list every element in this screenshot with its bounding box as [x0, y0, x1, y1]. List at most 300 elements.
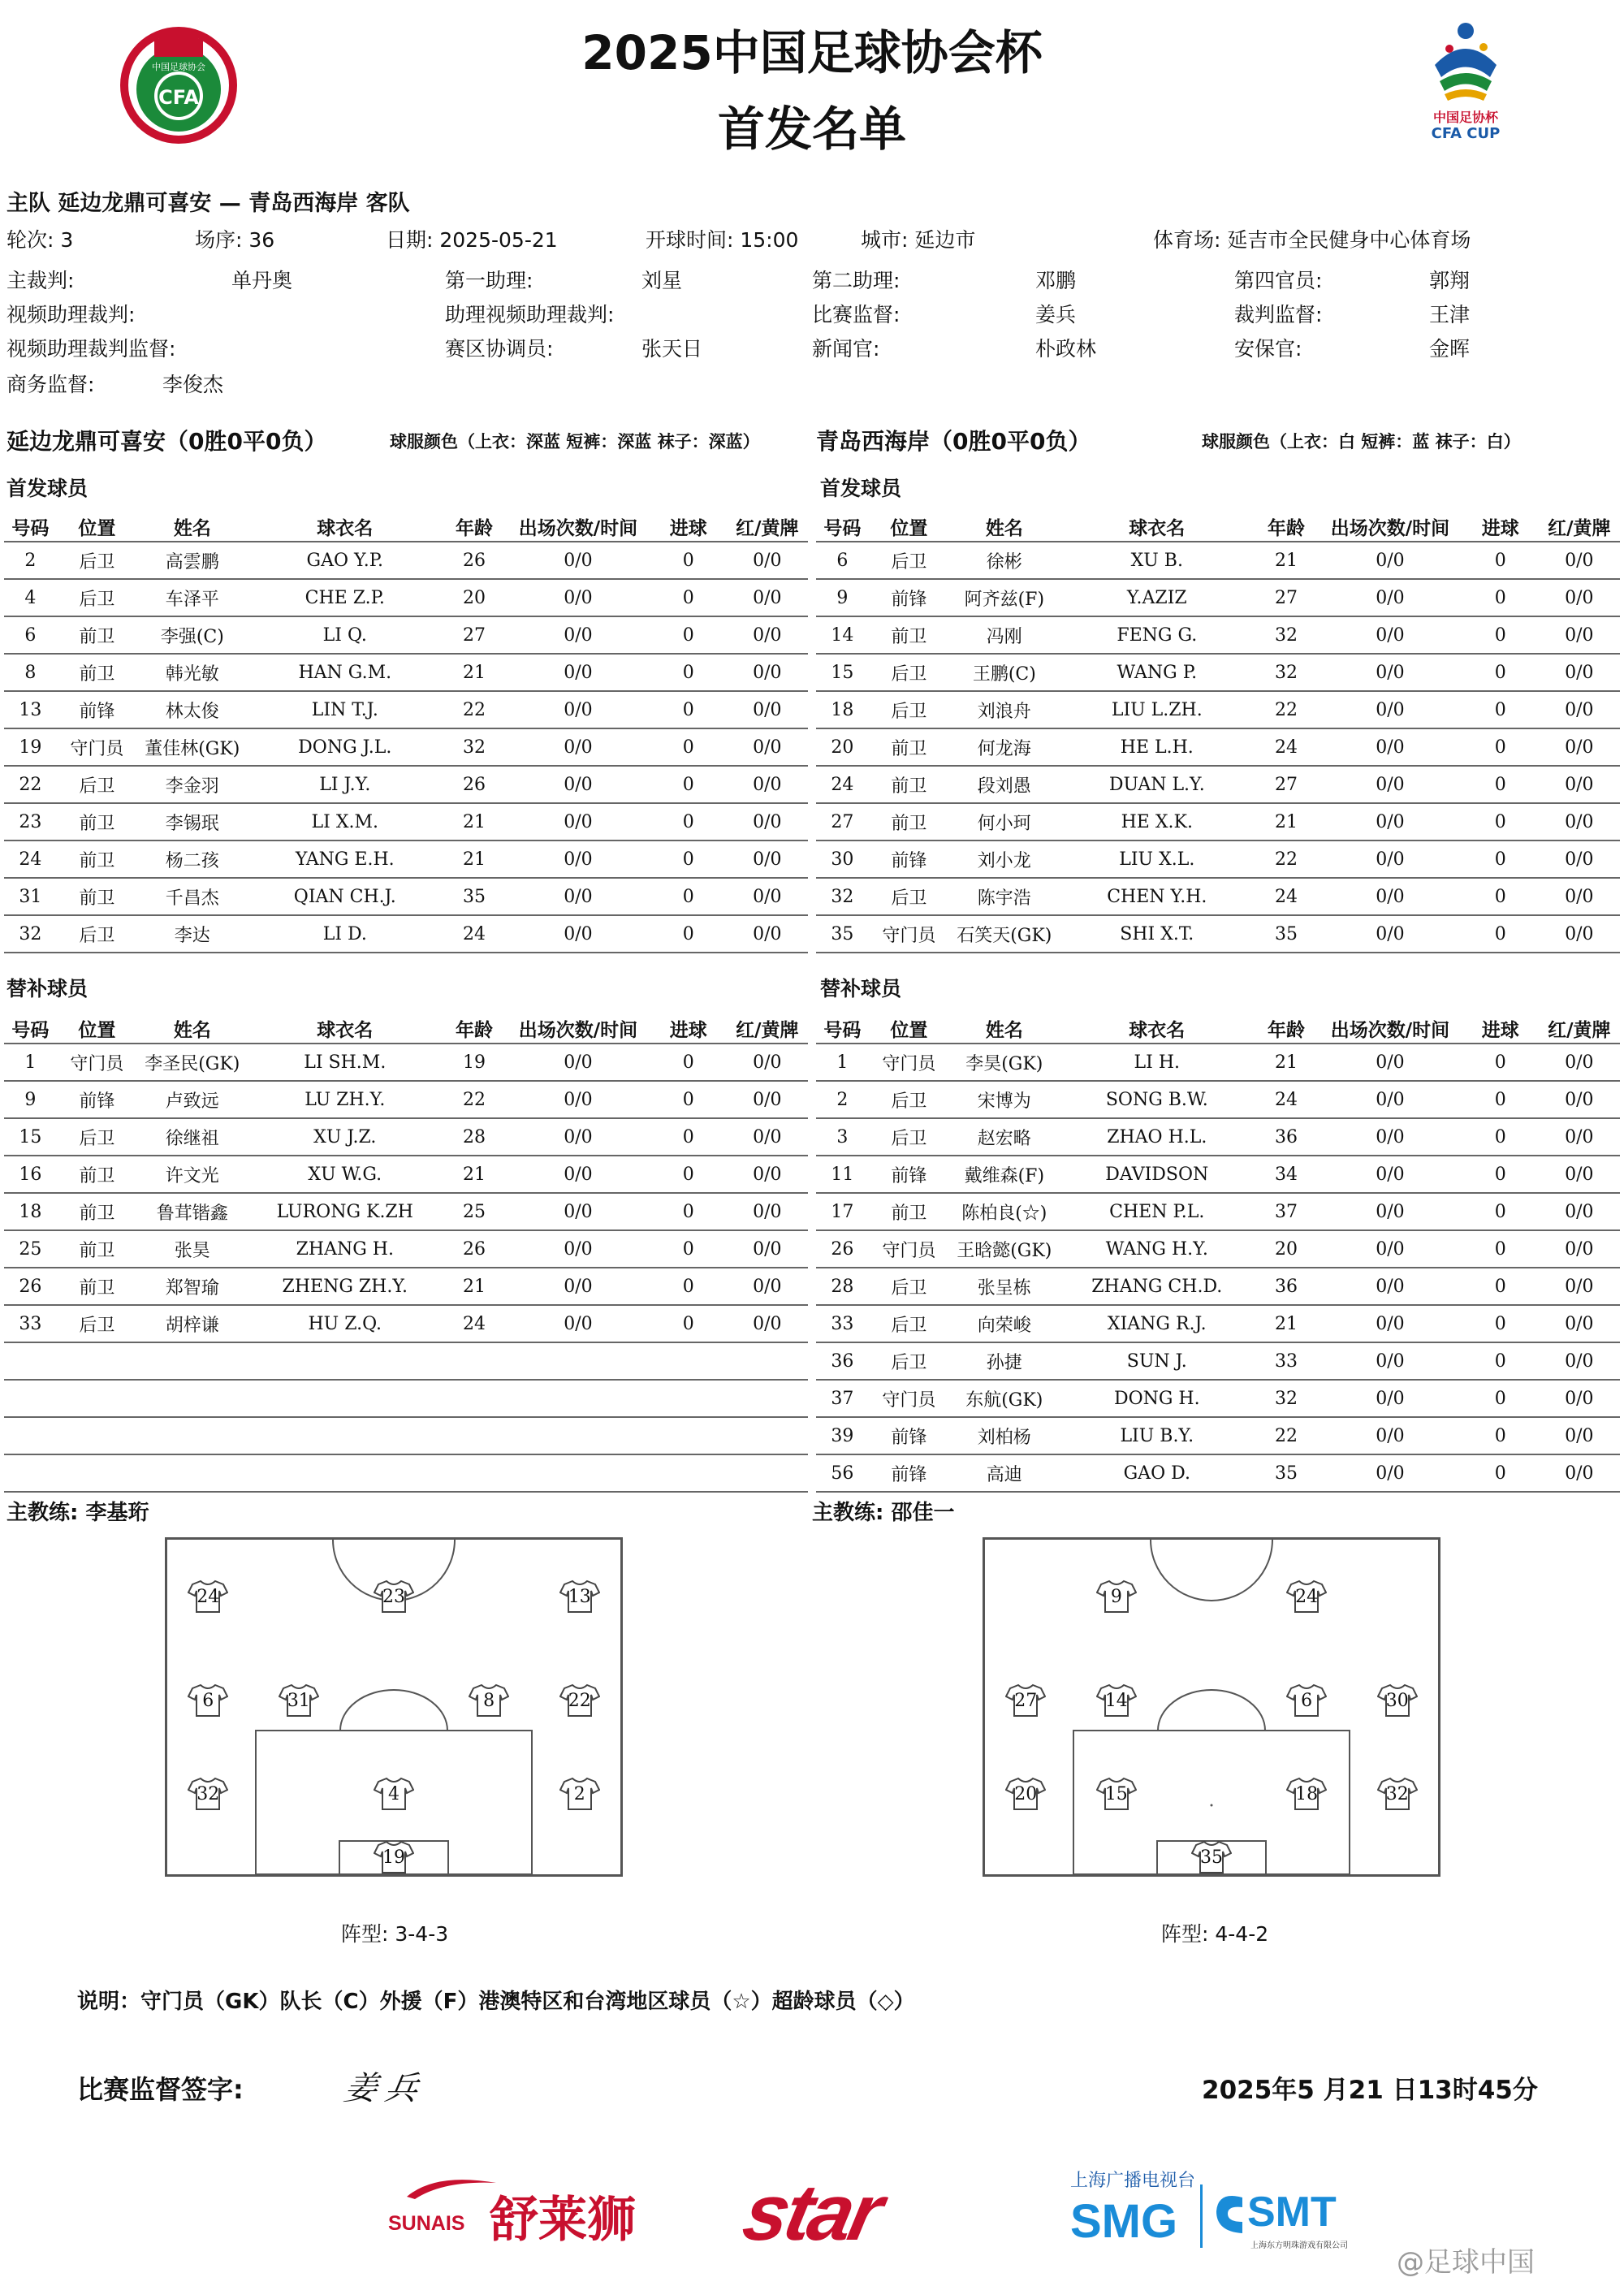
cell-number: 37 — [816, 1380, 869, 1417]
table-row — [816, 616, 1620, 654]
official-label: 第一助理: — [445, 269, 533, 292]
cell-cards — [727, 1417, 808, 1454]
player-shirt-icon — [1286, 1777, 1327, 1811]
cell-goals: 0 — [1462, 1417, 1539, 1454]
cell-number: 18 — [4, 1193, 57, 1230]
player-number: 15 — [1104, 1784, 1128, 1805]
match-number: 场序: 36 — [195, 228, 275, 252]
cell-number: 18 — [816, 691, 869, 728]
player-shirt-icon — [1096, 1777, 1137, 1811]
cell-goals: 0 — [650, 1230, 727, 1268]
cell-position: 前锋 — [869, 1417, 949, 1454]
cell-appearances: 0/0 — [1318, 841, 1462, 878]
player-shirt-icon — [1005, 1777, 1046, 1811]
cell-goals: 0 — [1462, 1081, 1539, 1118]
cell-appearances: 0/0 — [506, 1305, 650, 1342]
cell-number: 2 — [4, 542, 57, 579]
cell-goals: 0 — [650, 542, 727, 579]
cell-number: 25 — [4, 1230, 57, 1268]
cell-name: 段刘愚 — [949, 766, 1060, 803]
player-shirt-icon — [469, 1683, 509, 1718]
cell-number: 35 — [816, 915, 869, 953]
cell-goals: 0 — [1462, 1454, 1539, 1492]
smt-sub: 上海东方明珠游戏有限公司 — [1250, 2241, 1348, 2250]
home-subs-label: 替补球员 — [6, 977, 89, 1000]
cell-cards: 0/0 — [727, 1268, 808, 1305]
cell-appearances: 0/0 — [1318, 766, 1462, 803]
cell-shirt-name: DUAN L.Y. — [1060, 766, 1255, 803]
cell-position: 后卫 — [57, 1118, 137, 1156]
cell-goals: 0 — [650, 728, 727, 766]
cell-name: 李锡珉 — [137, 803, 248, 841]
cell-shirt-name: HAN G.M. — [248, 654, 443, 691]
official-label: 赛区协调员: — [445, 337, 554, 361]
cell-cards — [727, 1380, 808, 1417]
home-formation-pitch — [165, 1537, 623, 1877]
column-header-name: 姓名 — [173, 1019, 211, 1041]
cell-goals: 0 — [650, 766, 727, 803]
table-row — [816, 1305, 1620, 1342]
cell-name: 郑智瑜 — [137, 1268, 248, 1305]
player-number: 4 — [388, 1784, 400, 1805]
cell-position: 前卫 — [57, 803, 137, 841]
cell-number — [4, 1454, 57, 1492]
cell-position: 前锋 — [869, 841, 949, 878]
cell-cards: 0/0 — [727, 766, 808, 803]
column-header-shirt-name: 球衣名 — [1129, 517, 1186, 539]
cell-cards: 0/0 — [1539, 1454, 1620, 1492]
cell-shirt-name: FENG G. — [1060, 616, 1255, 654]
column-header-number: 号码 — [823, 1019, 862, 1041]
player-number: 19 — [382, 1847, 405, 1869]
cell-cards: 0/0 — [1539, 542, 1620, 579]
cell-name: 杨二孩 — [137, 841, 248, 878]
cell-appearances: 0/0 — [1318, 1081, 1462, 1118]
cell-goals: 0 — [650, 878, 727, 915]
cell-shirt-name: CHE Z.P. — [248, 579, 443, 616]
cell-age — [443, 1417, 506, 1454]
cell-shirt-name: HE L.H. — [1060, 728, 1255, 766]
player-number: 9 — [1110, 1587, 1122, 1608]
player-number: 35 — [1200, 1847, 1223, 1869]
player-shirt-icon — [374, 1777, 414, 1811]
player-number: 8 — [483, 1690, 495, 1711]
cell-shirt-name: GAO Y.P. — [248, 542, 443, 579]
cell-position: 前锋 — [869, 1454, 949, 1492]
table-row — [4, 1454, 808, 1492]
cell-age: 24 — [443, 1305, 506, 1342]
cfa-logo-text: 中国足球协会 — [152, 62, 205, 72]
cell-cards: 0/0 — [727, 1305, 808, 1342]
cell-shirt-name: QIAN CH.J. — [248, 878, 443, 915]
pitch-markings — [985, 1540, 1438, 1874]
cell-number: 13 — [4, 691, 57, 728]
cell-shirt-name: LI D. — [248, 915, 443, 953]
cell-shirt-name: SHI X.T. — [1060, 915, 1255, 953]
cell-name: 宋博为 — [949, 1081, 1060, 1118]
cell-shirt-name: XIANG R.J. — [1060, 1305, 1255, 1342]
cell-shirt-name: DONG J.L. — [248, 728, 443, 766]
cell-cards — [727, 1454, 808, 1492]
cell-position — [57, 1417, 137, 1454]
player-shirt-icon — [559, 1777, 600, 1811]
cfa-logo-abbr: CFA — [158, 86, 199, 109]
cell-goals: 0 — [650, 1044, 727, 1081]
cell-appearances: 0/0 — [506, 1118, 650, 1156]
cell-age: 22 — [1255, 841, 1318, 878]
cell-number: 1 — [4, 1044, 57, 1081]
cell-appearances: 0/0 — [506, 1081, 650, 1118]
cell-goals: 0 — [650, 691, 727, 728]
cell-appearances: 0/0 — [1318, 579, 1462, 616]
cell-age: 21 — [443, 803, 506, 841]
cell-age: 32 — [1255, 654, 1318, 691]
cell-age: 36 — [1255, 1118, 1318, 1156]
table-row — [4, 803, 808, 841]
sunais-cn: 舒莱狮 — [490, 2192, 636, 2249]
cell-shirt-name: YANG E.H. — [248, 841, 443, 878]
cfa-cup-logo — [1417, 16, 1514, 146]
cell-shirt-name: ZHAO H.L. — [1060, 1118, 1255, 1156]
cell-appearances: 0/0 — [506, 1156, 650, 1193]
cell-goals: 0 — [1462, 803, 1539, 841]
cell-name: 韩光敏 — [137, 654, 248, 691]
cell-position: 前锋 — [869, 1156, 949, 1193]
cell-cards: 0/0 — [727, 1081, 808, 1118]
official-label: 主裁判: — [6, 269, 75, 292]
cell-name: 赵宏略 — [949, 1118, 1060, 1156]
cell-name: 王晗懿(GK) — [949, 1230, 1060, 1268]
cell-shirt-name — [248, 1454, 443, 1492]
cell-goals: 0 — [1462, 878, 1539, 915]
cell-age: 26 — [443, 542, 506, 579]
cell-shirt-name: HU Z.Q. — [248, 1305, 443, 1342]
cell-number: 4 — [4, 579, 57, 616]
cell-shirt-name: LIU L.ZH. — [1060, 691, 1255, 728]
cell-cards: 0/0 — [1539, 1081, 1620, 1118]
cell-age: 22 — [443, 691, 506, 728]
cell-position: 前卫 — [869, 728, 949, 766]
player-shirt-icon — [374, 1579, 414, 1614]
cell-appearances: 0/0 — [506, 542, 650, 579]
cell-appearances: 0/0 — [1318, 1305, 1462, 1342]
cell-cards: 0/0 — [727, 803, 808, 841]
table-row — [4, 728, 808, 766]
cell-goals: 0 — [1462, 1268, 1539, 1305]
cell-name: 李达 — [137, 915, 248, 953]
player-shirt-icon — [188, 1777, 228, 1811]
player-number: 23 — [382, 1587, 405, 1608]
official-name: 刘星 — [641, 269, 683, 292]
smg-smt-logo — [1070, 2167, 1379, 2256]
table-row — [4, 1342, 808, 1380]
table-row — [816, 878, 1620, 915]
cell-name: 戴维森(F) — [949, 1156, 1060, 1193]
cell-cards: 0/0 — [727, 1230, 808, 1268]
cell-shirt-name: XU W.G. — [248, 1156, 443, 1193]
cell-number: 9 — [4, 1081, 57, 1118]
cell-number — [4, 1380, 57, 1417]
cell-appearances: 0/0 — [506, 1193, 650, 1230]
cell-cards: 0/0 — [727, 841, 808, 878]
cell-age: 21 — [443, 841, 506, 878]
cell-cards: 0/0 — [1539, 1380, 1620, 1417]
away-starters-table — [816, 512, 1620, 953]
away-subs-label: 替补球员 — [820, 977, 902, 1000]
player-number: 13 — [568, 1587, 591, 1608]
table-row — [4, 616, 808, 654]
cell-goals: 0 — [650, 1118, 727, 1156]
cell-age: 36 — [1255, 1268, 1318, 1305]
cell-goals: 0 — [1462, 542, 1539, 579]
official-label: 视频助理裁判: — [6, 303, 136, 326]
cell-shirt-name: ZHANG H. — [248, 1230, 443, 1268]
table-row — [816, 542, 1620, 579]
away-subs-table — [816, 1013, 1620, 1493]
cell-appearances: 0/0 — [1318, 1342, 1462, 1380]
cell-name: 徐继祖 — [137, 1118, 248, 1156]
cell-name: 李昊(GK) — [949, 1044, 1060, 1081]
cell-name: 刘小龙 — [949, 841, 1060, 878]
table-row — [816, 1118, 1620, 1156]
cell-age: 21 — [443, 654, 506, 691]
player-shirt-icon — [1286, 1683, 1327, 1718]
stadium: 体育场: 延吉市全民健身中心体育场 — [1153, 228, 1471, 252]
cell-number: 17 — [816, 1193, 869, 1230]
player-shirt-icon — [1377, 1683, 1418, 1718]
column-header-number: 号码 — [823, 517, 862, 539]
cell-number: 1 — [816, 1044, 869, 1081]
table-row — [816, 1230, 1620, 1268]
kickoff-time: 开球时间: 15:00 — [646, 228, 799, 252]
cell-goals: 0 — [1462, 728, 1539, 766]
column-header-goals: 进球 — [1481, 517, 1519, 539]
table-row — [816, 728, 1620, 766]
cell-appearances: 0/0 — [1318, 1044, 1462, 1081]
cell-name: 千昌杰 — [137, 878, 248, 915]
cell-cards: 0/0 — [1539, 616, 1620, 654]
table-header-row — [816, 512, 1620, 542]
cell-shirt-name: XU B. — [1060, 542, 1255, 579]
cell-goals: 0 — [1462, 1156, 1539, 1193]
column-header-appearances: 出场次数/时间 — [1330, 517, 1450, 539]
home-coach: 主教练: 李基珩 — [6, 1501, 149, 1525]
cell-position: 后卫 — [869, 1081, 949, 1118]
cell-appearances: 0/0 — [1318, 1230, 1462, 1268]
cell-shirt-name: LI J.Y. — [248, 766, 443, 803]
page-title: 2025中国足球协会杯 — [581, 25, 1043, 80]
cell-position: 后卫 — [57, 542, 137, 579]
away-starters-label: 首发球员 — [820, 477, 902, 500]
table-row — [4, 1193, 808, 1230]
cell-goals — [650, 1417, 727, 1454]
home-starters-label: 首发球员 — [6, 477, 89, 500]
watermark: @足球中国 — [1397, 2246, 1535, 2279]
cell-position: 前卫 — [869, 803, 949, 841]
player-number: 14 — [1104, 1690, 1128, 1711]
cell-appearances — [506, 1380, 650, 1417]
cell-shirt-name: LIU B.Y. — [1060, 1417, 1255, 1454]
cell-number: 8 — [4, 654, 57, 691]
cell-name: 刘浪舟 — [949, 691, 1060, 728]
cell-name: 刘柏杨 — [949, 1417, 1060, 1454]
cell-position: 后卫 — [869, 878, 949, 915]
player-number: 2 — [573, 1784, 585, 1805]
cell-cards: 0/0 — [727, 654, 808, 691]
cell-cards: 0/0 — [1539, 803, 1620, 841]
column-header-name: 姓名 — [985, 1019, 1023, 1041]
cell-name: 李金羽 — [137, 766, 248, 803]
cell-number: 15 — [4, 1118, 57, 1156]
player-number: 31 — [287, 1690, 310, 1711]
cell-appearances: 0/0 — [506, 728, 650, 766]
table-row — [4, 1044, 808, 1081]
cell-cards: 0/0 — [1539, 728, 1620, 766]
cell-goals: 0 — [1462, 691, 1539, 728]
cell-appearances: 0/0 — [1318, 616, 1462, 654]
cell-number — [4, 1417, 57, 1454]
cell-goals: 0 — [650, 579, 727, 616]
cell-shirt-name: ZHANG CH.D. — [1060, 1268, 1255, 1305]
cell-appearances — [506, 1417, 650, 1454]
cell-name: 徐彬 — [949, 542, 1060, 579]
signed-time: 2025年5 月21 日13时45分 — [1202, 2076, 1538, 2105]
column-header-appearances: 出场次数/时间 — [1330, 1019, 1450, 1041]
cell-name: 何龙海 — [949, 728, 1060, 766]
cell-shirt-name — [248, 1342, 443, 1380]
player-shirt-icon — [1286, 1579, 1327, 1614]
cell-position: 守门员 — [57, 728, 137, 766]
table-row — [4, 841, 808, 878]
table-row — [816, 1268, 1620, 1305]
player-number: 32 — [1385, 1784, 1409, 1805]
cell-age: 22 — [443, 1081, 506, 1118]
cell-name — [137, 1380, 248, 1417]
cell-number: 33 — [4, 1305, 57, 1342]
cell-name: 林太俊 — [137, 691, 248, 728]
cell-name: 张呈栋 — [949, 1268, 1060, 1305]
table-row — [816, 766, 1620, 803]
cell-age: 24 — [1255, 878, 1318, 915]
cell-shirt-name: ZHENG ZH.Y. — [248, 1268, 443, 1305]
cell-shirt-name: CHEN P.L. — [1060, 1193, 1255, 1230]
cell-position: 守门员 — [57, 1044, 137, 1081]
cell-position: 前锋 — [57, 1081, 137, 1118]
table-row — [816, 1380, 1620, 1417]
cell-cards: 0/0 — [1539, 1417, 1620, 1454]
cell-cards: 0/0 — [1539, 766, 1620, 803]
cell-name: 陈柏良(☆) — [949, 1193, 1060, 1230]
table-row — [4, 1268, 808, 1305]
cell-number: 23 — [4, 803, 57, 841]
official-label: 安保官: — [1234, 337, 1302, 361]
cell-name: 孙捷 — [949, 1342, 1060, 1380]
table-row — [816, 579, 1620, 616]
cell-position: 前卫 — [57, 1268, 137, 1305]
player-shirt-icon — [559, 1579, 600, 1614]
cell-goals: 0 — [1462, 579, 1539, 616]
table-row — [4, 1081, 808, 1118]
cell-position: 前卫 — [57, 1230, 137, 1268]
cell-appearances: 0/0 — [1318, 1193, 1462, 1230]
table-row — [4, 1118, 808, 1156]
cell-goals: 0 — [1462, 841, 1539, 878]
cell-name: 卢致远 — [137, 1081, 248, 1118]
page-subtitle: 首发名单 — [717, 102, 906, 157]
cell-age: 32 — [1255, 1380, 1318, 1417]
cell-name: 石笑天(GK) — [949, 915, 1060, 953]
cell-appearances: 0/0 — [506, 1230, 650, 1268]
table-row — [4, 542, 808, 579]
cell-cards: 0/0 — [1539, 915, 1620, 953]
table-row — [816, 1342, 1620, 1380]
cell-name: 何小珂 — [949, 803, 1060, 841]
cell-number: 2 — [816, 1081, 869, 1118]
cell-goals: 0 — [1462, 1118, 1539, 1156]
cell-age — [443, 1342, 506, 1380]
column-header-age: 年龄 — [1268, 1019, 1306, 1041]
cell-cards: 0/0 — [1539, 1193, 1620, 1230]
cell-shirt-name: SUN J. — [1060, 1342, 1255, 1380]
column-header-goals: 进球 — [669, 517, 707, 539]
cell-position — [57, 1380, 137, 1417]
cell-cards: 0/0 — [1539, 1305, 1620, 1342]
cell-shirt-name: GAO D. — [1060, 1454, 1255, 1492]
cell-number: 26 — [4, 1268, 57, 1305]
column-header-position: 位置 — [890, 517, 928, 539]
cell-age: 19 — [443, 1044, 506, 1081]
city: 城市: 延边市 — [861, 228, 976, 252]
player-number: 27 — [1014, 1690, 1038, 1711]
away-formation-pitch — [983, 1537, 1440, 1877]
cell-cards: 0/0 — [1539, 691, 1620, 728]
cell-appearances: 0/0 — [1318, 1380, 1462, 1417]
cell-age: 32 — [1255, 616, 1318, 654]
cell-cards: 0/0 — [727, 579, 808, 616]
cell-age: 35 — [1255, 1454, 1318, 1492]
away-coach: 主教练: 邵佳一 — [812, 1501, 955, 1525]
column-header-shirt-name: 球衣名 — [317, 1019, 374, 1041]
cell-shirt-name: SONG B.W. — [1060, 1081, 1255, 1118]
cell-name: 李强(C) — [137, 616, 248, 654]
column-header-shirt-name: 球衣名 — [1129, 1019, 1186, 1041]
official-name: 邓鹏 — [1035, 269, 1077, 292]
cell-age: 26 — [443, 1230, 506, 1268]
column-header-shirt-name: 球衣名 — [317, 517, 374, 539]
cell-shirt-name: LI H. — [1060, 1044, 1255, 1081]
player-number: 6 — [202, 1690, 214, 1711]
cell-shirt-name: HE X.K. — [1060, 803, 1255, 841]
cell-goals: 0 — [1462, 1193, 1539, 1230]
cell-appearances: 0/0 — [506, 1044, 650, 1081]
cell-cards: 0/0 — [727, 542, 808, 579]
cell-appearances: 0/0 — [1318, 691, 1462, 728]
cell-name: 李圣民(GK) — [137, 1044, 248, 1081]
cell-cards: 0/0 — [727, 1193, 808, 1230]
cell-position: 守门员 — [869, 1044, 949, 1081]
column-header-cards: 红/黄牌 — [736, 1019, 799, 1041]
cell-appearances: 0/0 — [506, 841, 650, 878]
cell-name — [137, 1342, 248, 1380]
cell-appearances: 0/0 — [1318, 878, 1462, 915]
cell-appearances: 0/0 — [506, 691, 650, 728]
cell-goals: 0 — [650, 915, 727, 953]
cell-number: 15 — [816, 654, 869, 691]
cell-number: 27 — [816, 803, 869, 841]
column-header-appearances: 出场次数/时间 — [518, 1019, 638, 1041]
cell-cards: 0/0 — [727, 915, 808, 953]
cell-shirt-name: LI Q. — [248, 616, 443, 654]
